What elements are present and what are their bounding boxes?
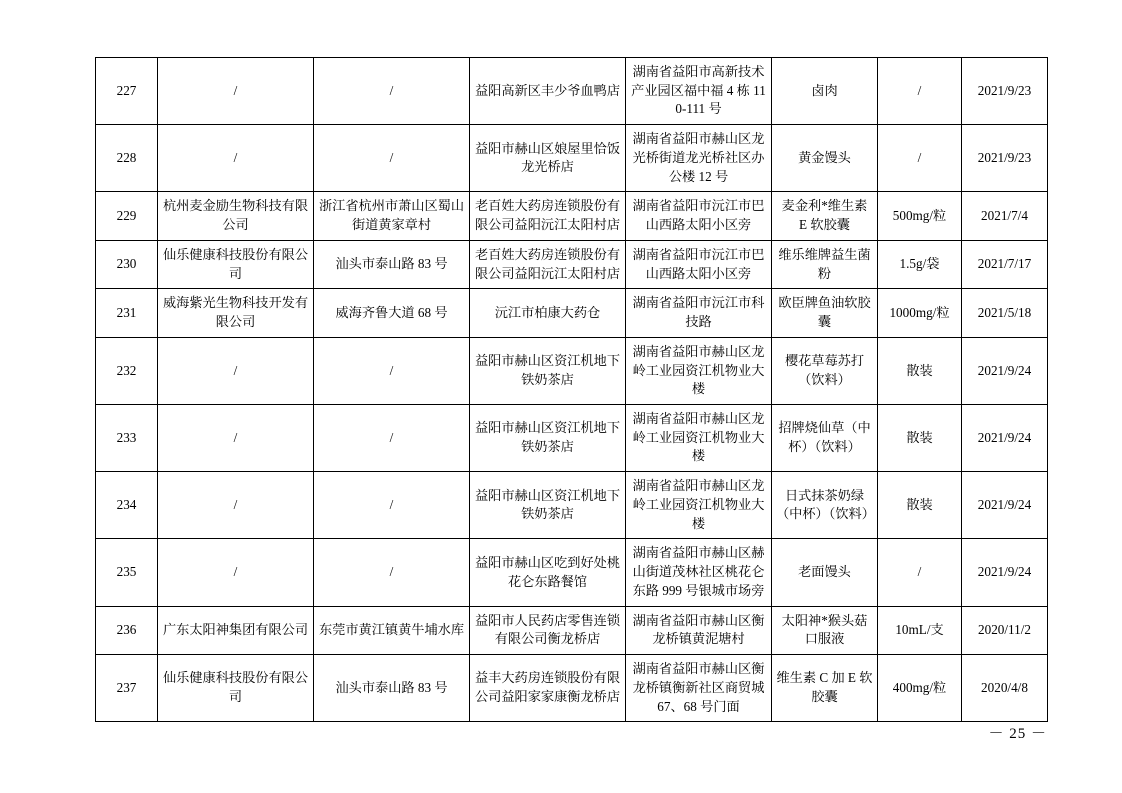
- table-row: [96, 125, 1048, 192]
- cell-index: 237: [96, 655, 158, 722]
- cell-seller-address: 湖南省益阳市赫山区衡龙桥镇衡新社区商贸城 67、68 号门面: [626, 655, 772, 722]
- cell-index: 235: [96, 539, 158, 606]
- cell-seller-address: 湖南省益阳市赫山区衡龙桥镇黄泥塘村: [626, 606, 772, 654]
- cell-seller-address: 湖南省益阳市沅江市科技路: [626, 289, 772, 337]
- table-row: [96, 539, 1048, 606]
- cell-index: 229: [96, 192, 158, 240]
- table-row: [96, 240, 1048, 288]
- cell-manufacturer-address: /: [314, 125, 470, 192]
- cell-spec: 10mL/支: [878, 606, 962, 654]
- cell-manufacturer-address: /: [314, 405, 470, 472]
- cell-spec: 400mg/粒: [878, 655, 962, 722]
- cell-manufacturer-address: /: [314, 58, 470, 125]
- table-row: [96, 58, 1048, 125]
- cell-product: 卤肉: [772, 58, 878, 125]
- cell-manufacturer-address: 威海齐鲁大道 68 号: [314, 289, 470, 337]
- cell-seller: 益阳市赫山区资江机地下铁奶茶店: [470, 337, 626, 404]
- cell-product: 太阳神*猴头菇口服液: [772, 606, 878, 654]
- cell-seller-address: 湖南省益阳市沅江市巴山西路太阳小区旁: [626, 240, 772, 288]
- cell-manufacturer: /: [158, 58, 314, 125]
- cell-index: 234: [96, 472, 158, 539]
- table-body: [96, 58, 1048, 722]
- cell-product: 招牌烧仙草（中杯）（饮料）: [772, 405, 878, 472]
- cell-spec: /: [878, 539, 962, 606]
- page-number: － 25 －: [988, 726, 1047, 742]
- table-row: [96, 606, 1048, 654]
- cell-index: 236: [96, 606, 158, 654]
- cell-seller: 老百姓大药房连锁股份有限公司益阳沅江太阳村店: [470, 192, 626, 240]
- cell-manufacturer: /: [158, 539, 314, 606]
- cell-date: 2021/5/18: [962, 289, 1048, 337]
- cell-product: 黄金馒头: [772, 125, 878, 192]
- cell-product: 日式抹茶奶绿（中杯）（饮料）: [772, 472, 878, 539]
- cell-spec: 500mg/粒: [878, 192, 962, 240]
- cell-manufacturer: 杭州麦金励生物科技有限公司: [158, 192, 314, 240]
- cell-manufacturer-address: 汕头市泰山路 83 号: [314, 655, 470, 722]
- cell-product: 麦金利*维生素 E 软胶囊: [772, 192, 878, 240]
- table-row: [96, 405, 1048, 472]
- cell-date: 2021/9/24: [962, 539, 1048, 606]
- cell-manufacturer-address: 汕头市泰山路 83 号: [314, 240, 470, 288]
- cell-manufacturer: /: [158, 337, 314, 404]
- cell-index: 228: [96, 125, 158, 192]
- cell-seller-address: 湖南省益阳市赫山区龙岭工业园资江机物业大楼: [626, 405, 772, 472]
- cell-seller-address: 湖南省益阳市高新技术产业园区福中福 4 栋 110-111 号: [626, 58, 772, 125]
- cell-spec: 散装: [878, 472, 962, 539]
- cell-seller-address: 湖南省益阳市赫山区赫山街道茂林社区桃花仑东路 999 号银城市场旁: [626, 539, 772, 606]
- cell-spec: 散装: [878, 337, 962, 404]
- cell-manufacturer: 仙乐健康科技股份有限公司: [158, 240, 314, 288]
- cell-seller: 益丰大药房连锁股份有限公司益阳家家康衡龙桥店: [470, 655, 626, 722]
- cell-spec: 散装: [878, 405, 962, 472]
- cell-manufacturer-address: /: [314, 472, 470, 539]
- cell-index: 232: [96, 337, 158, 404]
- table-row: [96, 337, 1048, 404]
- cell-seller-address: 湖南省益阳市赫山区龙岭工业园资江机物业大楼: [626, 337, 772, 404]
- cell-seller: 益阳市赫山区资江机地下铁奶茶店: [470, 405, 626, 472]
- cell-spec: 1000mg/粒: [878, 289, 962, 337]
- cell-product: 欧臣牌鱼油软胶囊: [772, 289, 878, 337]
- cell-product: 樱花草莓苏打（饮料）: [772, 337, 878, 404]
- cell-index: 230: [96, 240, 158, 288]
- cell-index: 227: [96, 58, 158, 125]
- cell-product: 老面馒头: [772, 539, 878, 606]
- cell-date: 2021/9/23: [962, 125, 1048, 192]
- cell-seller-address: 湖南省益阳市赫山区龙岭工业园资江机物业大楼: [626, 472, 772, 539]
- cell-date: 2021/9/24: [962, 337, 1048, 404]
- table-row: [96, 192, 1048, 240]
- table-row: [96, 655, 1048, 722]
- cell-date: 2021/9/24: [962, 405, 1048, 472]
- cell-manufacturer: 广东太阳神集团有限公司: [158, 606, 314, 654]
- table-row: [96, 472, 1048, 539]
- cell-manufacturer-address: /: [314, 539, 470, 606]
- cell-seller-address: 湖南省益阳市赫山区龙光桥街道龙光桥社区办公楼 12 号: [626, 125, 772, 192]
- cell-date: 2021/7/4: [962, 192, 1048, 240]
- cell-spec: 1.5g/袋: [878, 240, 962, 288]
- cell-date: 2021/9/24: [962, 472, 1048, 539]
- cell-date: 2021/7/17: [962, 240, 1048, 288]
- cell-manufacturer-address: 东莞市黄江镇黄牛埔水库: [314, 606, 470, 654]
- cell-manufacturer: 威海紫光生物科技开发有限公司: [158, 289, 314, 337]
- cell-manufacturer-address: 浙江省杭州市萧山区蜀山街道黄家章村: [314, 192, 470, 240]
- cell-date: 2020/4/8: [962, 655, 1048, 722]
- cell-seller-address: 湖南省益阳市沅江市巴山西路太阳小区旁: [626, 192, 772, 240]
- cell-spec: /: [878, 125, 962, 192]
- cell-manufacturer: 仙乐健康科技股份有限公司: [158, 655, 314, 722]
- cell-seller: 益阳市赫山区资江机地下铁奶茶店: [470, 472, 626, 539]
- cell-seller: 益阳高新区丰少爷血鸭店: [470, 58, 626, 125]
- inspection-table: [95, 57, 1048, 722]
- inspection-table-container: [95, 57, 1047, 722]
- cell-index: 233: [96, 405, 158, 472]
- cell-seller: 益阳市人民药店零售连锁有限公司衡龙桥店: [470, 606, 626, 654]
- cell-index: 231: [96, 289, 158, 337]
- cell-date: 2021/9/23: [962, 58, 1048, 125]
- cell-manufacturer: /: [158, 405, 314, 472]
- table-row: [96, 289, 1048, 337]
- cell-spec: /: [878, 58, 962, 125]
- cell-manufacturer: /: [158, 125, 314, 192]
- cell-seller: 沅江市柏康大药仓: [470, 289, 626, 337]
- cell-product: 维乐维牌益生菌粉: [772, 240, 878, 288]
- cell-seller: 益阳市赫山区吃到好处桃花仑东路餐馆: [470, 539, 626, 606]
- cell-manufacturer: /: [158, 472, 314, 539]
- cell-seller: 老百姓大药房连锁股份有限公司益阳沅江太阳村店: [470, 240, 626, 288]
- cell-seller: 益阳市赫山区娘屋里恰饭龙光桥店: [470, 125, 626, 192]
- cell-date: 2020/11/2: [962, 606, 1048, 654]
- cell-product: 维生素 C 加 E 软胶囊: [772, 655, 878, 722]
- cell-manufacturer-address: /: [314, 337, 470, 404]
